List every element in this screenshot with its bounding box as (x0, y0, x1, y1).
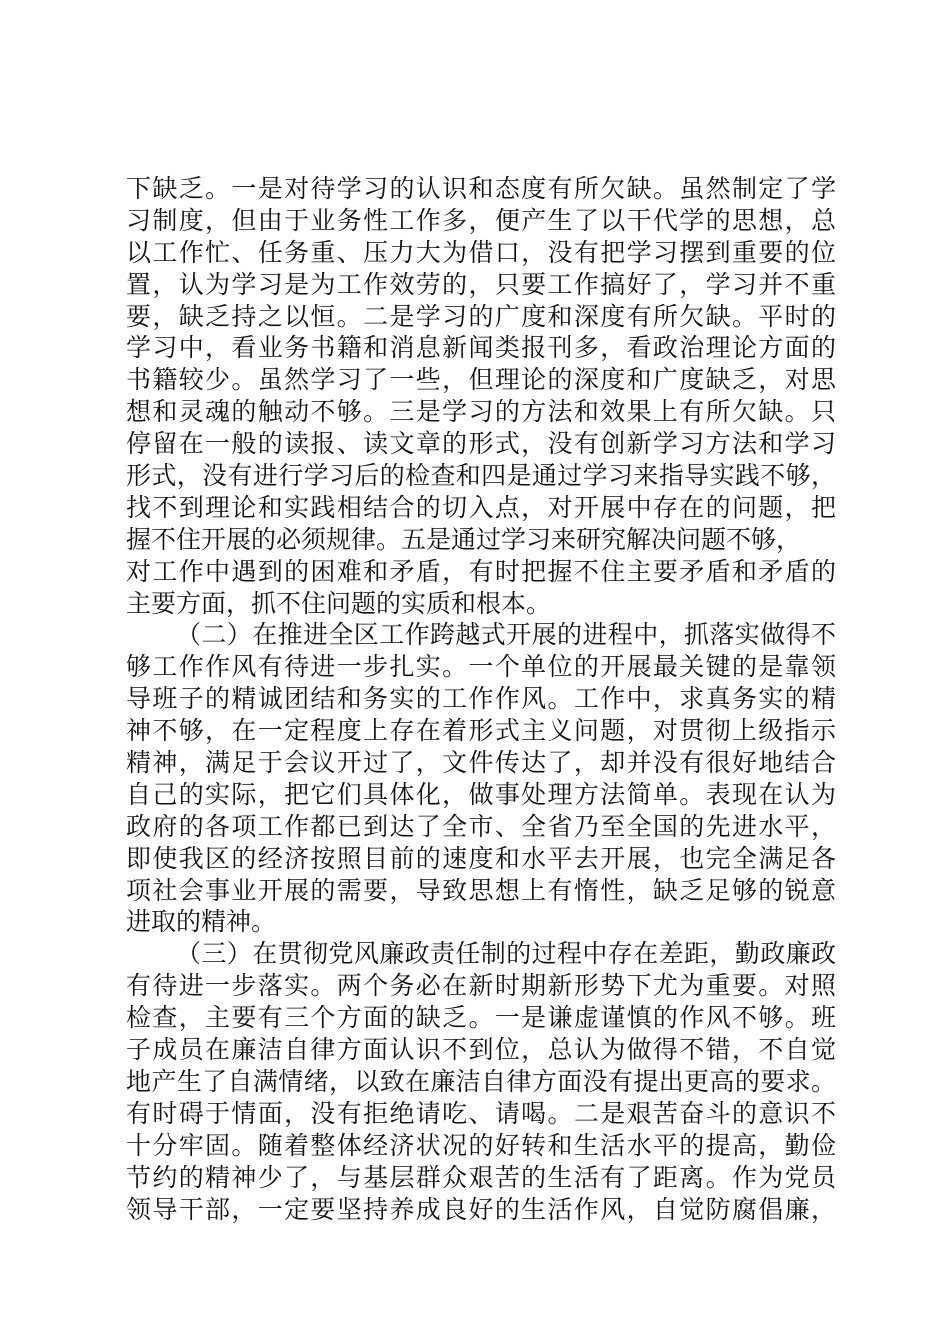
text-line: 书籍较少。虽然学习了一些，但理论的深度和广度缺乏，对思 (126, 365, 836, 395)
text-line: 停留在一般的读报、读文章的形式，没有创新学习方法和学习 (126, 429, 836, 459)
document-page (126, 173, 836, 1225)
text-line: 置，认为学习是为工作效劳的，只要工作搞好了，学习并不重 (126, 269, 836, 299)
paragraph-start-line: （三）在贯彻党风廉政责任制的过程中存在差距，勤政廉政 (176, 939, 836, 969)
text-line: 检查，主要有三个方面的缺乏。一是谦虚谨慎的作风不够。班 (126, 1003, 836, 1033)
text-line: 以工作忙、任务重、压力大为借口，没有把学习摆到重要的位 (126, 237, 836, 267)
text-line: 想和灵魂的触动不够。三是学习的方法和效果上有所欠缺。只 (126, 397, 836, 427)
text-line: 握不住开展的必须规律。五是通过学习来研究解决问题不够， (126, 524, 802, 554)
text-line: 神不够，在一定程度上存在着形式主义问题，对贯彻上级指示 (126, 716, 836, 746)
paragraph-start-line: （二）在推进全区工作跨越式开展的进程中，抓落实做得不 (176, 620, 836, 650)
paragraph-end-line: 主要方面，抓不住问题的实质和根本。 (126, 588, 552, 618)
text-line: 项社会事业开展的需要，导致思想上有惰性，缺乏足够的锐意 (126, 875, 836, 905)
text-line: 下缺乏。一是对待学习的认识和态度有所欠缺。虽然制定了学 (126, 174, 836, 203)
paragraph-end-line: 进取的精神。 (126, 907, 277, 937)
text-line: 自己的实际，把它们具体化，做事处理方法简单。表现在认为 (126, 779, 836, 809)
text-line: 政府的各项工作都已到达了全市、全省乃至全国的先进水平， (126, 811, 836, 841)
text-line: 十分牢固。随着整体经济状况的好转和生活水平的提高，勤俭 (126, 1130, 836, 1160)
text-line: 习制度，但由于业务性工作多，便产生了以干代学的思想，总 (126, 205, 836, 235)
text-line: 地产生了自满情绪，以致在廉洁自律方面没有提出更高的要求。 (126, 1066, 836, 1096)
text-line: 即使我区的经济按照目前的速度和水平去开展，也完全满足各 (126, 843, 836, 873)
text-line: 有时碍于情面，没有拒绝请吃、请喝。二是艰苦奋斗的意识不 (126, 1098, 836, 1128)
text-line: 形式，没有进行学习后的检查和四是通过学习来指导实践不够， (126, 461, 836, 491)
text-line: 够工作作风有待进一步扎实。一个单位的开展最关键的是靠领 (126, 652, 836, 682)
text-line: 精神，满足于会议开过了，文件传达了，却并没有很好地结合 (126, 748, 836, 778)
text-line: 对工作中遇到的困难和矛盾，有时把握不住主要矛盾和矛盾的 (126, 556, 836, 586)
text-line: 找不到理论和实践相结合的切入点，对开展中存在的问题，把 (126, 492, 836, 522)
text-line: 导班子的精诚团结和务实的工作作风。工作中，求真务实的精 (126, 684, 836, 714)
text-line: 领导干部，一定要坚持养成良好的生活作风，自觉防腐倡廉， (126, 1194, 836, 1224)
text-line: 子成员在廉洁自律方面认识不到位，总认为做得不错，不自觉 (126, 1035, 836, 1065)
text-line: 节约的精神少了，与基层群众艰苦的生活有了距离。作为党员 (126, 1162, 836, 1192)
text-line: 有待进一步落实。两个务必在新时期新形势下尤为重要。对照 (126, 971, 836, 1001)
text-line: 要，缺乏持之以恒。二是学习的广度和深度有所欠缺。平时的 (126, 301, 836, 331)
text-line: 学习中，看业务书籍和消息新闻类报刊多，看政治理论方面的 (126, 333, 836, 363)
